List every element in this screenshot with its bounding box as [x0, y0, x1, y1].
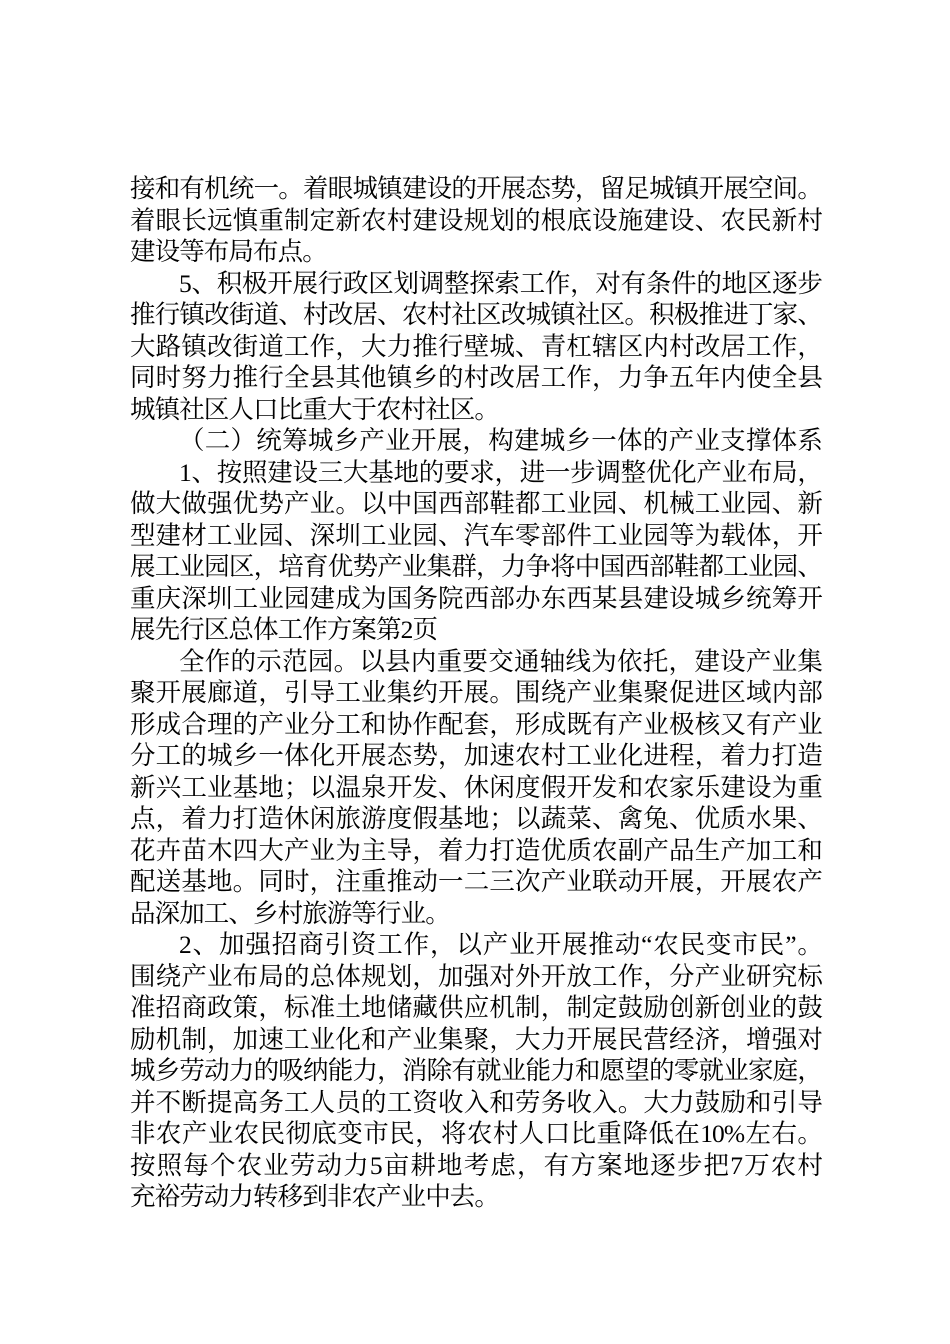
text-line: 花卉苗木四大产业为主导，着力打造优质农副产品生产加工和	[130, 835, 822, 865]
text-line: 非农产业农民彻底变市民，将农村人口比重降低在10%左右。	[130, 1119, 822, 1148]
text-line: 按照每个农业劳动力5亩耕地考虑，有方案地逐步把7万农村	[130, 1150, 822, 1180]
text-line: 同时努力推行全县其他镇乡的村改居工作，力争五年内使全县	[130, 363, 822, 392]
text-line: 展工业园区，培育优势产业集群，力争将中国西部鞋都工业园、	[130, 552, 822, 581]
paragraph-item-1	[130, 457, 822, 646]
text-line: 准招商政策，标准土地储藏供应机制，制定鼓励创新创业的鼓	[130, 993, 822, 1022]
section-heading-text: （二）统筹城乡产业开展，构建城乡一体的产业支撑体系	[179, 426, 822, 455]
text-line: 并不断提高务工人员的工资收入和劳务收入。大力鼓励和引导	[130, 1087, 822, 1117]
text-line: 充裕劳动力转移到非农产业中去。	[130, 1182, 500, 1211]
text-line: 城镇社区人口比重大于农村社区。	[130, 394, 500, 424]
text-line: 城乡劳动力的吸纳能力，消除有就业能力和愿望的零就业家庭，	[130, 1056, 822, 1085]
text-line: 形成合理的产业分工和协作配套，形成既有产业极核又有产业	[130, 709, 822, 739]
text-line: 1、按照建设三大基地的要求，进一步调整优化产业布局，	[179, 457, 822, 487]
text-line: 新兴工业基地；以温泉开发、休闲度假开发和农家乐建设为重	[130, 772, 822, 802]
paragraph-continued	[130, 646, 822, 930]
text-line: 做大做强优势产业。以中国西部鞋都工业园、机械工业园、新	[130, 489, 822, 518]
text-line: 接和有机统一。着眼城镇建设的开展态势，留足城镇开展空间。	[130, 174, 822, 203]
text-line: 5、积极开展行政区划调整探索工作，对有条件的地区逐步	[179, 268, 822, 298]
text-line: 型建材工业园、深圳工业园、汽车零部件工业园等为载体，开	[130, 520, 822, 550]
document-body	[130, 173, 822, 1213]
text-line: 聚开展廊道，引导工业集约开展。围绕产业集聚促进区域内部	[130, 678, 822, 707]
paragraph-continuation	[130, 173, 822, 268]
paragraph-item-5	[130, 268, 822, 426]
text-line: 着眼长远慎重制定新农村建设规划的根底设施建设、农民新村	[130, 205, 822, 235]
text-line: 配送基地。同时，注重推动一二三次产业联动开展，开展农产	[130, 867, 822, 896]
text-line: 展先行区总体工作方案第2页	[130, 615, 438, 644]
text-line: 点，着力打造休闲旅游度假基地；以蔬菜、禽兔、优质水果、	[130, 804, 822, 833]
text-line: 围绕产业布局的总体规划，加强对外开放工作，分产业研究标	[130, 961, 822, 991]
text-line: 大路镇改街道工作，大力推行壁城、青杠辖区内村改居工作，	[130, 331, 822, 361]
text-line: 分工的城乡一体化开展态势，加速农村工业化进程，着力打造	[130, 741, 822, 770]
text-line: 重庆深圳工业园建成为国务院西部办东西某县建设城乡统筹开	[130, 583, 822, 613]
text-line: 推行镇改街道、村改居、农村社区改城镇社区。积极推进丁家、	[130, 300, 822, 329]
paragraph-item-2	[130, 929, 822, 1213]
text-line: 2、加强招商引资工作，以产业开展推动“农民变市民”。	[179, 930, 822, 959]
text-line: 品深加工、乡村旅游等行业。	[130, 898, 450, 928]
section-heading	[130, 425, 822, 457]
text-line: 全作的示范园。以县内重要交通轴线为依托，建设产业集	[179, 646, 822, 676]
text-line: 励机制，加速工业化和产业集聚，大力开展民营经济，增强对	[130, 1024, 822, 1054]
text-line: 建设等布局布点。	[130, 237, 327, 266]
